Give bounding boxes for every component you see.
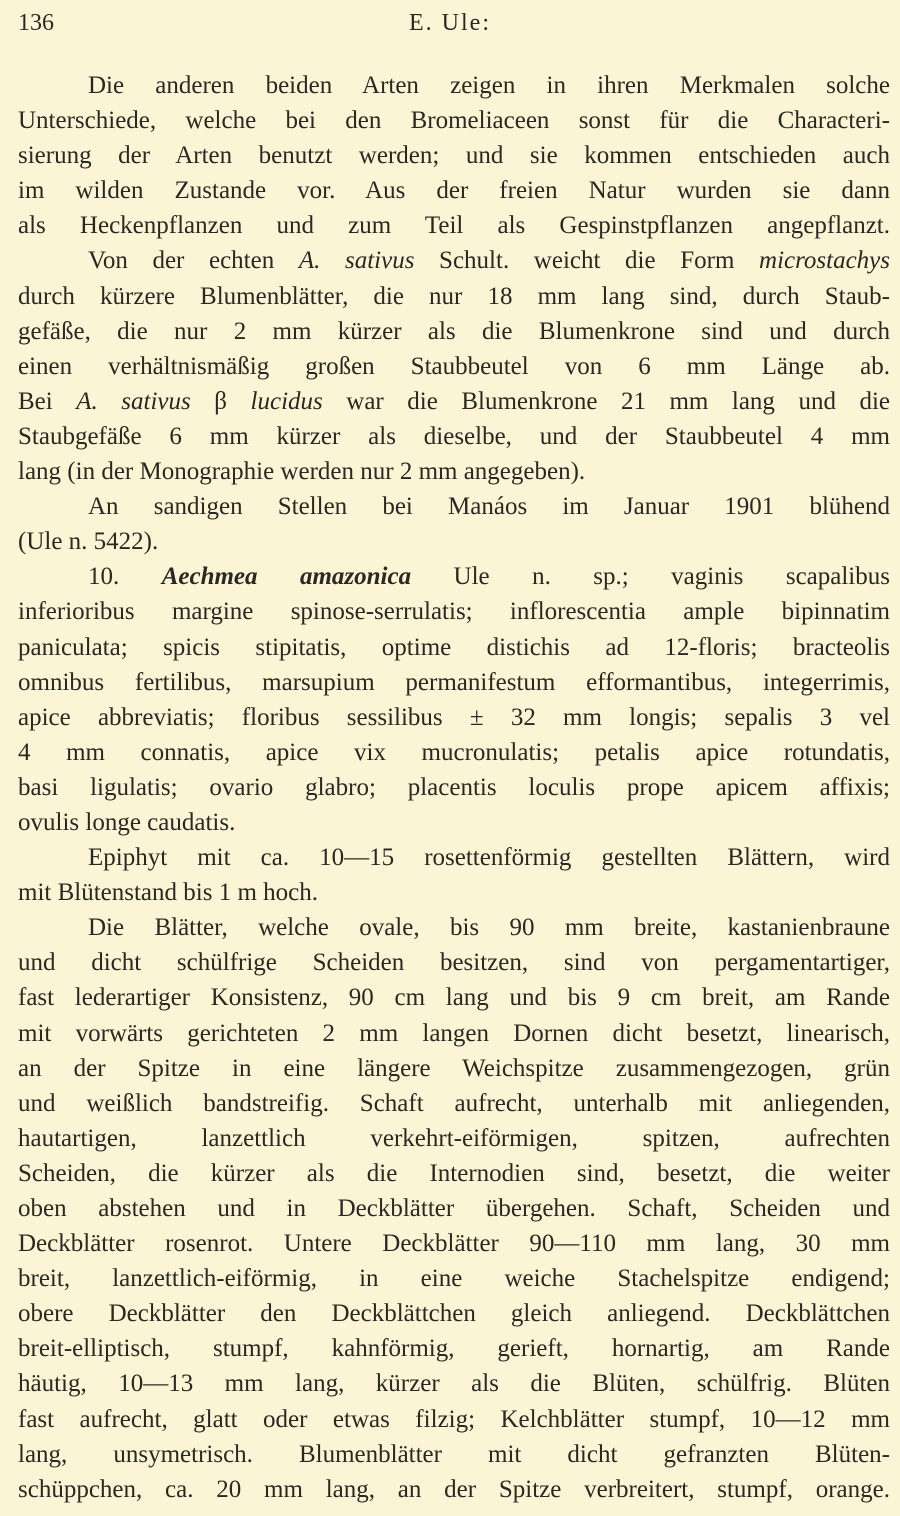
text-line	[18, 1261, 890, 1296]
text-run: Scheiden, die kürzer als die Internodien sind, besetzt, die weiter	[18, 1159, 890, 1187]
text-line	[18, 1331, 890, 1366]
text-line	[18, 454, 890, 489]
text-line	[18, 665, 890, 700]
text-line	[18, 419, 890, 454]
text-line	[18, 735, 890, 770]
text-run: mit vorwärts gerichteten 2 mm langen Dornen dicht besetzt, linearisch,	[18, 1019, 890, 1047]
text-line	[18, 349, 890, 384]
paragraph	[18, 68, 890, 243]
text-line	[18, 1437, 890, 1472]
text-run: Die anderen beiden Arten zeigen in ihren Merkmalen solche	[88, 72, 890, 99]
page-header	[18, 6, 882, 42]
text-run: als Heckenpflanzen und zum Teil als Gespinstpflanzen angepflanzt.	[18, 212, 890, 240]
text-run: Epiphyt mit ca. 10—15 rosettenförmig gestellten Blättern, wird	[88, 844, 890, 872]
text-line	[18, 489, 890, 524]
text-line	[18, 173, 890, 208]
paragraph	[18, 489, 890, 559]
text-run: Die Blätter, welche ovale, bis 90 mm breite, kastanienbraune	[88, 914, 890, 942]
text-run: Deckblätter rosenrot. Untere Deckblätter 90—110 mm lang, 30 mm	[18, 1230, 890, 1258]
paragraph	[18, 910, 890, 1507]
paragraph	[18, 243, 890, 489]
text-run: gefäße, die nur 2 mm kürzer als die Blumenkrone sind und durch	[18, 317, 890, 345]
text-line	[18, 840, 890, 875]
text-line	[18, 630, 890, 665]
text-run: 10.	[88, 563, 162, 591]
text-line	[18, 1051, 890, 1086]
text-line	[18, 1296, 890, 1331]
running-head: E. Ule:	[409, 10, 491, 36]
text-run: mit Blütenstand bis 1 m hoch.	[18, 879, 318, 907]
text-line	[18, 770, 890, 805]
italic-text: Aechmea amazonica	[161, 563, 412, 591]
text-line	[18, 1472, 890, 1507]
document-body	[18, 68, 890, 1507]
text-line	[18, 1156, 890, 1191]
text-line	[18, 980, 890, 1015]
text-run: Staubgefäße 6 mm kürzer als dieselbe, und der Staubbeutel 4 mm	[18, 422, 890, 450]
text-line	[18, 1366, 890, 1401]
text-run: oben abstehen und in Deckblätter übergehen. Schaft, Scheiden und	[18, 1195, 890, 1222]
paragraph	[18, 559, 890, 840]
text-line	[18, 103, 890, 138]
italic-text: A. sativus	[298, 247, 415, 275]
text-run: omnibus fertilibus, marsupium permanifestum efformantibus, integerrimis,	[18, 668, 890, 696]
text-run: inferioribus margine spinose-serrulatis; inflorescentia ample bipinnatim	[18, 598, 890, 626]
page-number: 136	[18, 10, 54, 36]
text-run: lang (in der Monographie werden nur 2 mm angegeben).	[18, 458, 586, 486]
text-run: Unterschiede, welche bei den Bromeliaceen sonst für die Characteri-	[18, 107, 890, 135]
text-run: an der Spitze in eine längere Weichspitze zusammengezogen, grün	[18, 1054, 890, 1082]
text-run: fast lederartiger Konsistenz, 90 cm lang und bis 9 cm breit, am Rande	[18, 984, 890, 1012]
text-run: häutig, 10—13 mm lang, kürzer als die Blüten, schülfrig. Blüten	[18, 1370, 890, 1398]
text-line	[18, 805, 890, 840]
text-run: und dicht schülfrige Scheiden besitzen, sind von pergamentartiger,	[18, 949, 890, 977]
text-run: fast aufrecht, glatt oder etwas filzig; Kelchblätter stumpf, 10—12 mm	[18, 1405, 890, 1433]
italic-text: lucidus	[250, 387, 323, 415]
text-run: paniculata; spicis stipitatis, optime distichis ad 12-floris; bracteolis	[18, 633, 890, 661]
text-line	[18, 138, 890, 173]
paragraph	[18, 840, 890, 910]
text-run: schüppchen, ca. 20 mm lang, an der Spitze verbreitert, stumpf, orange.	[18, 1475, 890, 1503]
text-line	[18, 910, 890, 945]
text-line	[18, 1121, 890, 1156]
text-run: ovulis longe caudatis.	[18, 808, 236, 836]
text-line	[18, 279, 890, 314]
italic-text: A. sativus	[76, 387, 191, 415]
text-run: war die Blumenkrone 21 mm lang und die	[322, 387, 891, 415]
text-run: im wilden Zustande vor. Aus der freien Natur wurden sie dann	[18, 177, 890, 205]
text-line	[18, 524, 890, 559]
text-run: breit-elliptisch, stumpf, kahnförmig, gerieft, hornartig, am Rande	[18, 1335, 890, 1363]
text-run: An sandigen Stellen bei Manáos im Januar 1901 blühend	[88, 493, 890, 521]
text-line	[18, 384, 890, 419]
text-run: einen verhältnismäßig großen Staubbeutel von 6 mm Länge ab.	[18, 352, 890, 380]
text-line	[18, 1226, 890, 1261]
text-line	[18, 208, 890, 243]
text-line	[18, 1016, 890, 1051]
text-line	[18, 243, 890, 278]
text-line	[18, 875, 890, 910]
text-run: sierung der Arten benutzt werden; und sie kommen entschieden auch	[18, 142, 890, 170]
text-run: obere Deckblätter den Deckblättchen gleich anliegend. Deckblättchen	[18, 1300, 890, 1328]
text-run: durch kürzere Blumenblätter, die nur 18 mm lang sind, durch Staub-	[18, 282, 890, 310]
text-line	[18, 1191, 890, 1226]
text-run: Ule n. sp.; vaginis scapalibus	[411, 563, 890, 591]
text-line	[18, 68, 890, 103]
text-run: und weißlich bandstreifig. Schaft aufrecht, unterhalb mit anliegenden,	[18, 1089, 890, 1117]
text-line	[18, 1086, 890, 1121]
italic-text: microstachys	[759, 247, 891, 275]
text-line	[18, 700, 890, 735]
text-line	[18, 1402, 890, 1437]
text-line	[18, 314, 890, 349]
text-run: Von der echten	[88, 247, 299, 275]
text-run: hautartigen, lanzettlich verkehrt-eiförmigen, spitzen, aufrechten	[18, 1124, 890, 1152]
text-run: Bei	[18, 387, 77, 415]
text-run: β	[190, 387, 251, 415]
text-line	[18, 594, 890, 629]
text-run: 4 mm connatis, apice vix mucronulatis; petalis apice rotundatis,	[18, 738, 890, 766]
text-run: Schult. weicht die Form	[414, 247, 760, 275]
text-run: (Ule n. 5422).	[18, 528, 159, 556]
text-run: breit, lanzettlich-eiförmig, in eine weiche Stachelspitze endigend;	[18, 1265, 890, 1293]
text-run: basi ligulatis; ovario glabro; placentis loculis prope apicem affixis;	[18, 773, 890, 801]
text-line	[18, 945, 890, 980]
text-line	[18, 559, 890, 594]
text-run: apice abbreviatis; floribus sessilibus ± 32 mm longis; sepalis 3 vel	[18, 703, 890, 731]
text-run: lang, unsymetrisch. Blumenblätter mit dicht gefranzten Blüten-	[18, 1440, 890, 1468]
